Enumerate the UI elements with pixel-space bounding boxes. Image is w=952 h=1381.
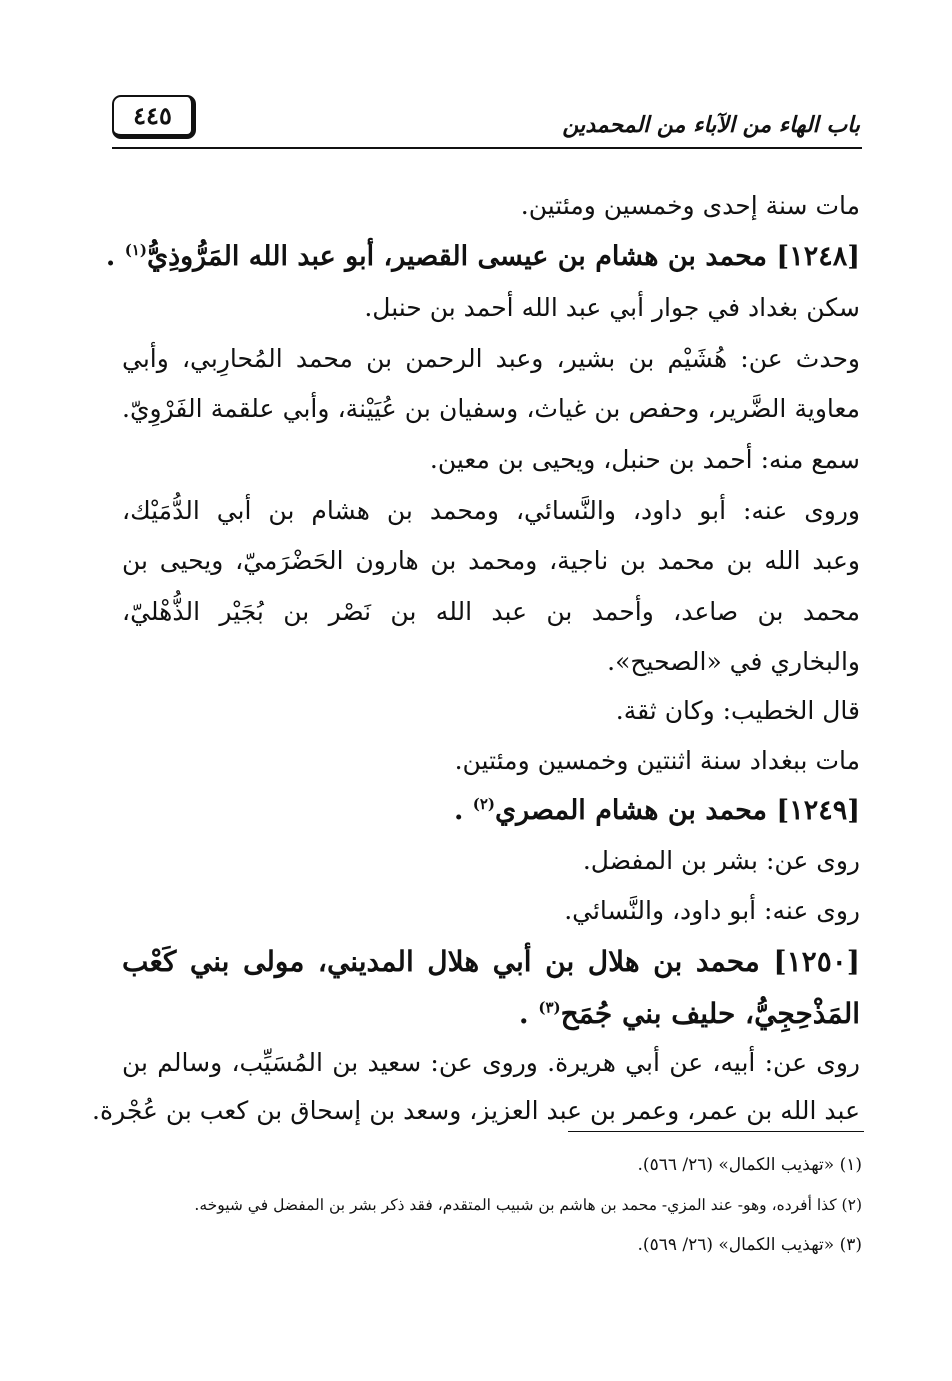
footnote-mark: (٣) <box>538 998 561 1017</box>
text-line: معاوية الضَّرير، وحفص بن غياث، وسفيان بن عُيَيْنة، وأبي علقمة الفَرْوِيّ. <box>122 394 860 423</box>
text-line: وروى عنه: أبو داود، والنَّسائي، ومحمد بن هشام بن أبي الدُّمَيْك، <box>122 496 860 525</box>
footnote-mark: (٢) <box>472 795 496 813</box>
page-number: ٤٤٥ <box>112 95 196 139</box>
entry-heading-1250: [١٢٥٠] محمد بن هلال بن أبي هلال المديني، مولى بني كَعْب <box>122 945 861 978</box>
header-rule <box>112 147 862 149</box>
entry-heading-1250-cont <box>519 996 860 1036</box>
text-line: روى عن: بشر بن المفضل. <box>582 846 860 875</box>
footnote-mark: (١) <box>124 241 147 259</box>
end-dot: . <box>518 997 529 1030</box>
chapter-title: باب الهاء من الآباء من المحمدين <box>562 112 860 138</box>
footnote-rule <box>568 1131 864 1132</box>
text-line: قال الخطيب: وكان ثقة. <box>615 696 860 725</box>
text-line: سمع منه: أحمد بن حنبل، ويحيى بن معين. <box>429 445 860 474</box>
text-line: روى عن: أبيه، عن أبي هريرة. وروى عن: سعيد بن المُسَيِّب، وسالم بن <box>122 1048 860 1077</box>
text-line: مات ببغداد سنة اثنتين وخمسين ومئتين. <box>454 746 860 775</box>
text-line: مات سنة إحدى وخمسين ومئتين. <box>520 191 860 220</box>
entry-heading-text: [١٢٤٨] محمد بن هشام بن عيسى القصير، أبو عبد الله المَرُّوذِيُّ <box>146 241 860 272</box>
text-line: وحدث عن: هُشَيْم بن بشير، وعبد الرحمن بن محمد المُحارِبي، وأبي <box>122 344 860 373</box>
entry-heading-text: [١٢٤٩] محمد بن هشام المصري <box>495 795 860 826</box>
entry-heading-1248 <box>106 239 860 279</box>
text-line: محمد بن صاعد، وأحمد بن عبد الله بن نَصْر بن بُجَيْر الذُّهْليّ، <box>122 597 860 626</box>
footnote-2: (٢) كذا أفرده، وهو- عند المزي- محمد بن هاشم بن شبيب المتقدم، فقد ذكر بشر بن المفضل في شيوخه. <box>194 1196 862 1214</box>
entry-heading-text: المَذْحِجِيُّ، حليف بني جُمَح <box>560 997 860 1030</box>
text-line: سكن بغداد في جوار أبي عبد الله أحمد بن حنبل. <box>364 293 860 322</box>
end-dot: . <box>105 241 116 272</box>
text-line: عبد الله بن عمر، وعمر بن عبد العزيز، وسعد بن إسحاق بن كعب بن عُجْرة. <box>92 1096 860 1125</box>
text-line: وعبد الله بن محمد بن ناجية، ومحمد بن هارون الحَضْرَميّ، ويحيى بن <box>122 546 860 575</box>
entry-heading-1249 <box>454 793 860 833</box>
text-line: روى عنه: أبو داود، والنَّسائي. <box>564 896 860 925</box>
footnote-3: (٣) «تهذيب الكمال» (٢٦/ ٥٦٩). <box>637 1235 862 1255</box>
footnote-1: (١) «تهذيب الكمال» (٢٦/ ٥٦٦). <box>637 1155 862 1175</box>
text-line: والبخاري في «الصحيح». <box>607 647 860 676</box>
end-dot: . <box>453 795 464 826</box>
